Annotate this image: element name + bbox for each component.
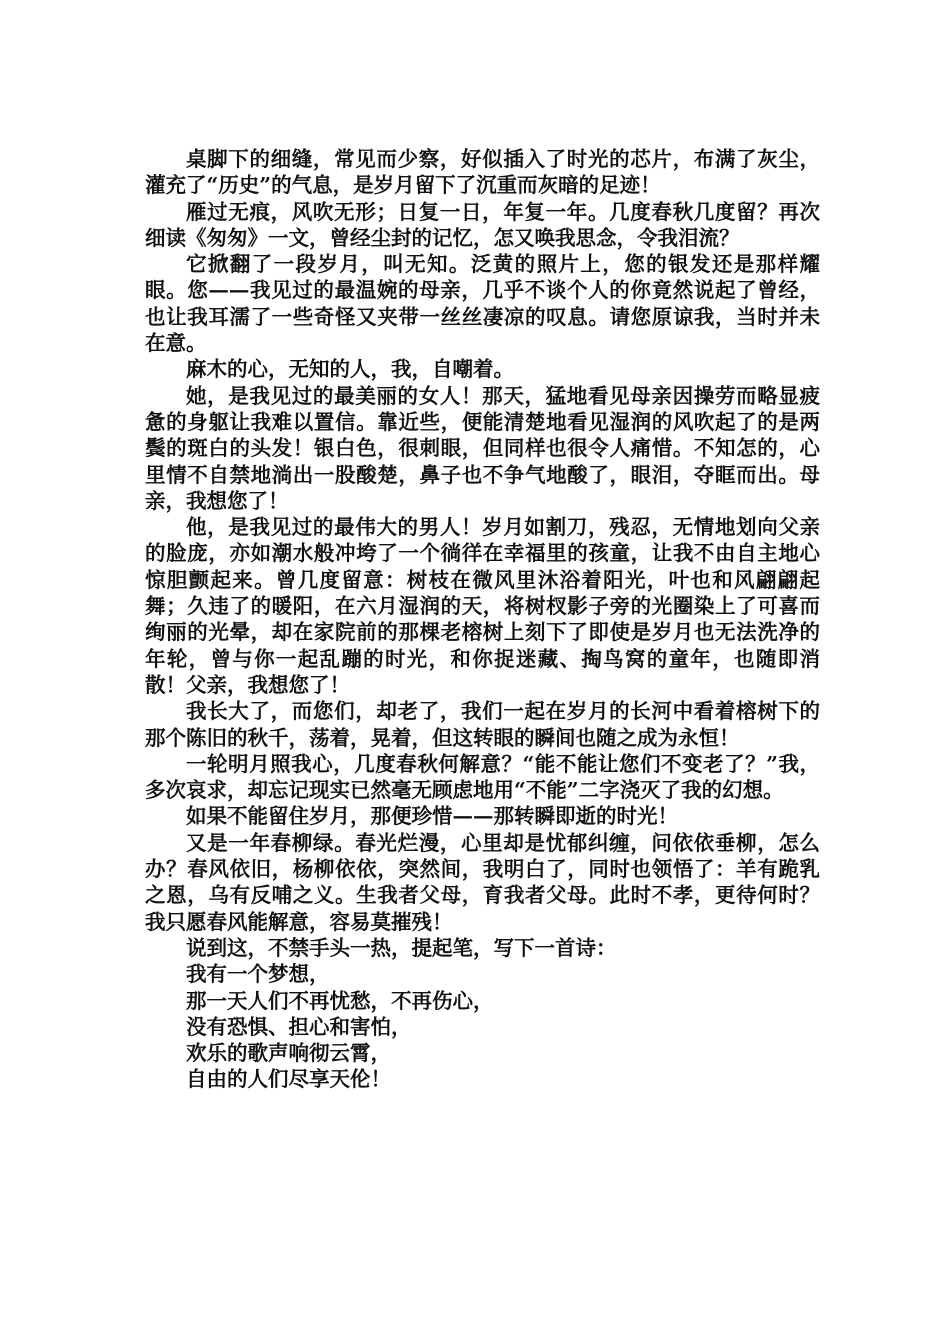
poem-line-4: 欢乐的歌声响彻云霄， <box>186 1041 391 1066</box>
paragraph-grown-up: 我长大了，而您们，却老了，我们一起在岁月的长河中看着榕树下的那个陈旧的秋千，荡着，晃着，但这转眼的瞬间也随之成为永恒！ <box>145 699 820 750</box>
poem-line-5: 自由的人们尽享天伦！ <box>186 1067 391 1092</box>
poem-line-2: 那一天人们不再忧愁，不再伤心， <box>186 988 494 1013</box>
paragraph-cherish-time: 如果不能留住岁月，那便珍惜——那转瞬即逝的时光！ <box>186 804 678 829</box>
paragraph-old-photo: 它掀翻了一段岁月，叫无知。泛黄的照片上，您的银发还是那样耀眼。您——我见过的最温婉的母亲，几乎不谈个人的你竟然说起了曾经，也让我耳濡了一些奇怪又夹带一丝丝凄凉的叹息。请您原谅我，当时并未在意。 <box>145 252 820 356</box>
paragraph-numb-heart: 麻木的心，无知的人，我，自嘲着。 <box>186 357 514 382</box>
paragraph-father: 他，是我见过的最伟大的男人！岁月如割刀，残忍，无情地划向父亲的脸庞，亦如潮水般冲垮了一个徜徉在幸福里的孩童，让我不由自主地心惊胆颤起来。曾几度留意：树枝在微风里沐浴着阳光，叶也和风翩翩起舞；久违了的暖阳，在六月湿润的天，将树杈影子旁的光圈染上了可喜而绚丽的光晕，却在家院前的那棵老榕树上刻下了即使是岁月也无法洗净的年轮，曾与你一起乱蹦的时光，和你捉迷藏、掏鸟窝的童年，也随即消散！父亲，我想您了！ <box>145 515 820 697</box>
paragraph-geese: 雁过无痕，风吹无形；日复一日，年复一年。几度春秋几度留？再次细读《匆匆》一文，曾经尘封的记忆，怎又唤我思念，令我泪流？ <box>145 199 820 250</box>
paragraph-desk-crack: 桌脚下的细缝，常见而少察，好似插入了时光的芯片，布满了灰尘，灌充了“历史”的气息，是岁月留下了沉重而灰暗的足迹！ <box>145 147 820 198</box>
paragraph-mother: 她，是我见过的最美丽的女人！那天，猛地看见母亲因操劳而略显疲惫的身躯让我难以置信。靠近些，便能清楚地看见湿润的风吹起了的是两鬓的斑白的头发！银白色，很刺眼，但同样也很令人痛惜。不知怎的，心里情不自禁地淌出一股酸楚，鼻子也不争气地酸了，眼泪，夺眶而出。母亲，我想您了！ <box>145 383 820 513</box>
poem-line-1: 我有一个梦想， <box>186 962 330 987</box>
paragraph-write-poem: 说到这，不禁手头一热，提起笔，写下一首诗： <box>186 935 617 960</box>
poem-line-3: 没有恐惧、担心和害怕， <box>186 1014 412 1039</box>
paragraph-spring-willow: 又是一年春柳绿。春光烂漫，心里却是忧郁纠缠，问依依垂柳，怎么办？春风依旧，杨柳依依，突然间，我明白了，同时也领悟了：羊有跪乳之恩，乌有反哺之义。生我者父母，育我者父母。此时不孝，更待何时？我只愿春风能解意，容易莫摧残！ <box>145 830 820 934</box>
paragraph-bright-moon: 一轮明月照我心，几度春秋何解意？“能不能让您们不变老了？”我，多次哀求，却忘记现实已然毫无顾虑地用“不能”二字浇灭了我的幻想。 <box>145 751 820 803</box>
essay-body <box>145 146 820 1093</box>
